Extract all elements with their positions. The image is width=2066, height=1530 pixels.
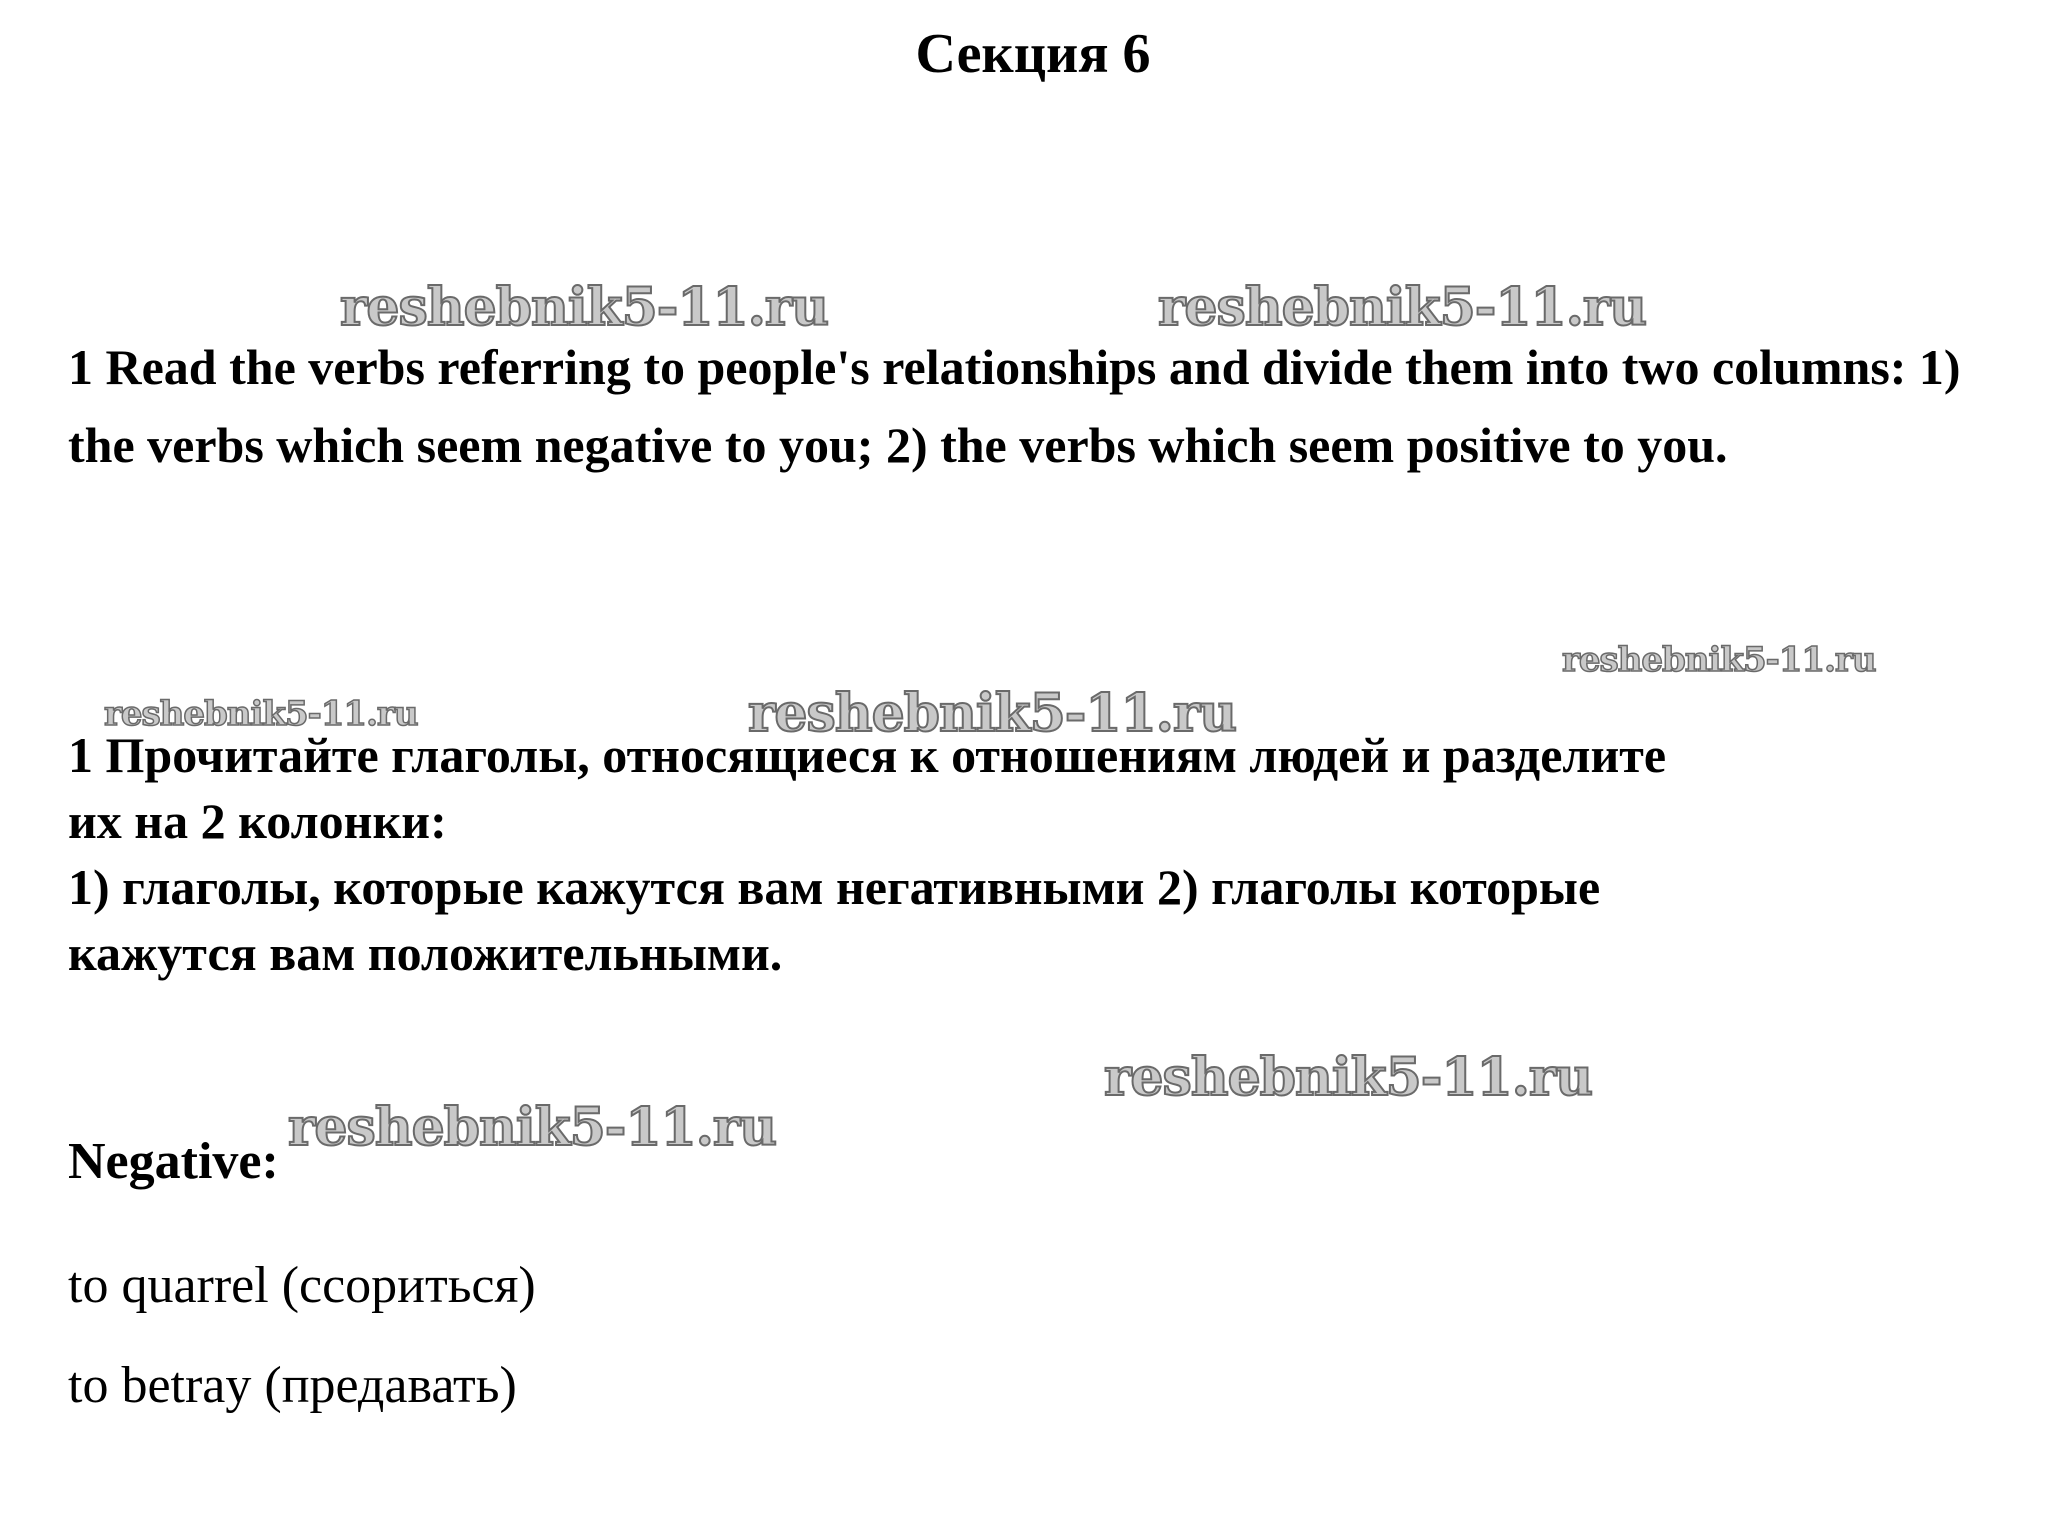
watermark: reshebnik5-11.ru [1562,640,1876,680]
task-instruction-english: 1 Read the verbs referring to people's relationships and divide them into two columns: 1) the verbs which seem negative to you; 2) the verbs which seem positive to you. [68,339,1961,473]
watermark: reshebnik5-11.ru [340,277,829,338]
list-item: to betray (предавать) [68,1357,517,1414]
watermark: reshebnik5-11.ru [288,1097,777,1158]
task-ru-line-1: 1 Прочитайте глаголы, относящиеся к отношениям людей и разделите [68,727,1667,783]
task-ru-line-4: кажутся вам положительными. [68,925,783,981]
section-title: Секция 6 [915,23,1151,85]
task-ru-line-3: 1) глаголы, которые кажутся вам негативными 2) глаголы которые [68,859,1601,915]
task-ru-line-2: их на 2 колонки: [68,793,447,849]
watermark: reshebnik5-11.ru [748,683,1237,744]
negative-verb-list [68,1236,536,1436]
watermark: reshebnik5-11.ru [104,694,418,734]
list-item: to quarrel (ссориться) [68,1257,536,1314]
watermark: reshebnik5-11.ru [1158,277,1647,338]
negative-heading: Negative: [68,1133,279,1190]
task-instruction-russian [68,722,2028,986]
watermark: reshebnik5-11.ru [1104,1047,1593,1108]
